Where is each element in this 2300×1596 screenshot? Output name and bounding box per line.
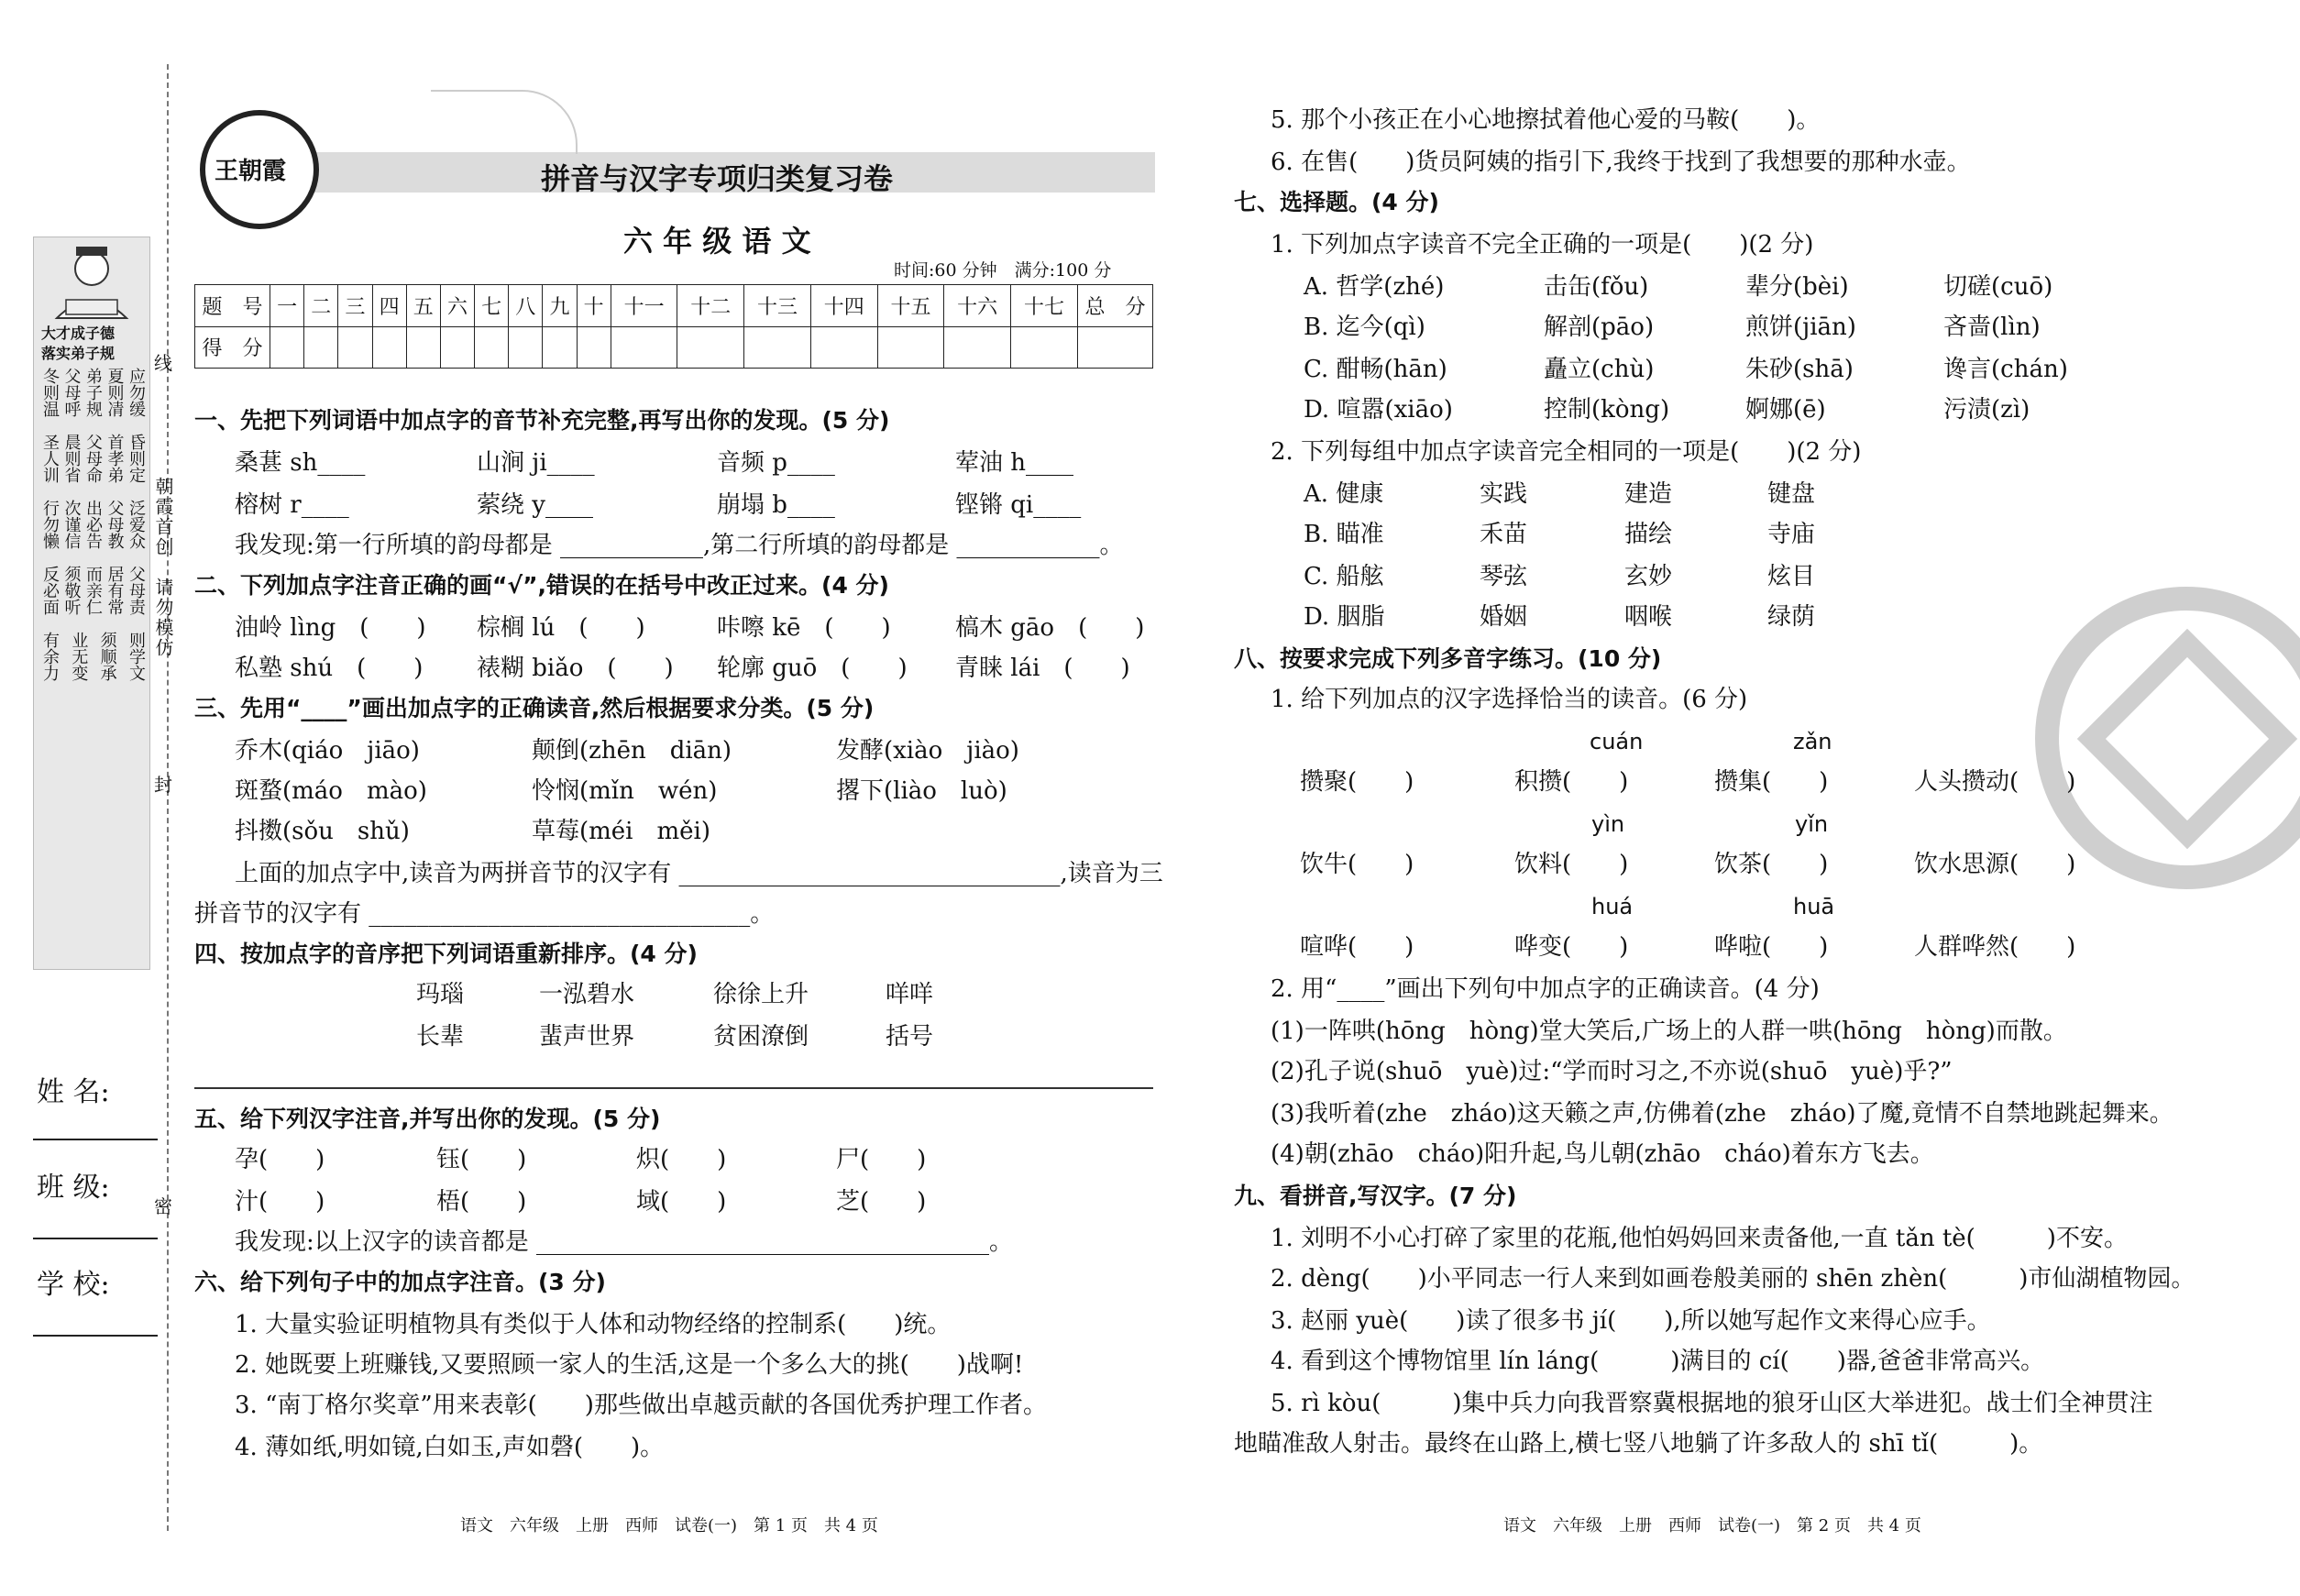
score-cell: 十	[577, 285, 611, 327]
s3-item[interactable]: 撂下(liào luò)	[836, 777, 1007, 805]
s7-option[interactable]: 矗立(chù)	[1544, 356, 1655, 383]
s7-option[interactable]: 婀娜(ē)	[1745, 396, 1826, 424]
s7-option[interactable]: 琴弦	[1480, 563, 1528, 590]
section-8-title: 八、按要求完成下列多音字练习。(10 分)	[1234, 645, 1662, 672]
s8-word[interactable]: 饮茶( )	[1714, 851, 1829, 878]
s5-item[interactable]: 汁( )	[235, 1188, 325, 1216]
section-9-title: 九、看拼音,写汉字。(7 分)	[1234, 1183, 1517, 1209]
score-cell: 十一	[611, 285, 677, 327]
s7-option[interactable]: 炫目	[1767, 563, 1816, 590]
s9-item[interactable]: 1. 刘明不小心打碎了家里的花瓶,他怕妈妈回来责备他,一直 tǎn tè( )不安。	[1271, 1225, 2128, 1252]
score-input[interactable]	[440, 326, 474, 369]
score-cell: 八	[509, 285, 543, 327]
poem-col: 弟子规	[83, 368, 103, 417]
motto-line-1: 大才成子德	[41, 325, 116, 342]
s8-question-2: 2. 用“____”画出下列句中加点字的正确读音。(4 分)	[1271, 975, 1820, 1003]
poem-col: 行勿懒	[40, 500, 60, 549]
s1-item: 铿锵 qi____	[955, 491, 1082, 519]
s7-option[interactable]: 禾苗	[1480, 521, 1528, 548]
s7-option[interactable]: 切磋(cuō)	[1943, 273, 2053, 301]
s4-word: 徐徐上升	[713, 981, 809, 1008]
score-cell: 十七	[1011, 285, 1078, 327]
section-3-title: 三、先用“____”画出加点字的正确读音,然后根据要求分类。(5 分)	[194, 695, 875, 721]
section-7-title: 七、选择题。(4 分)	[1234, 189, 1439, 215]
s8-question-1: 1. 给下列加点的汉字选择恰当的读音。(6 分)	[1271, 686, 1748, 713]
s7-option[interactable]: 寺庙	[1767, 521, 1816, 548]
s3-item[interactable]: 怜悯(mǐn wén)	[532, 777, 718, 805]
poem-col: 须顺承	[97, 632, 117, 681]
poem-col: 应勿缓	[127, 368, 146, 417]
s7-option[interactable]: B. 瞄准	[1304, 521, 1384, 548]
s2-item[interactable]: 槁木 gāo ( )	[955, 614, 1145, 642]
s7-option[interactable]: 污渍(zì)	[1943, 396, 2030, 424]
s7-option[interactable]: C. 酣畅(hān)	[1304, 356, 1447, 383]
score-cell: 九	[543, 285, 577, 327]
s7-option[interactable]: 婚姻	[1480, 603, 1528, 631]
s8-sentence[interactable]: (3)我听着(zhe zháo)这天籁之声,仿佛着(zhe zháo)了魔,竟情不自禁地跳起舞来。	[1271, 1100, 2173, 1128]
score-input[interactable]	[677, 326, 744, 369]
poem-col: 圣人训	[40, 434, 60, 483]
seal-char-3: 密	[154, 1195, 172, 1217]
name-field[interactable]	[33, 1139, 158, 1140]
seal-char-2: 封	[154, 774, 172, 796]
score-cell: 七	[475, 285, 509, 327]
poem-col: 父母呼	[61, 368, 82, 417]
score-input[interactable]	[372, 326, 406, 369]
s8-pinyin: huā	[1793, 894, 1835, 919]
name-label: 姓 名:	[37, 1076, 110, 1108]
poem-block	[39, 368, 146, 698]
poem-col: 昏则定	[127, 434, 146, 483]
score-cell: 二	[304, 285, 338, 327]
poem-col: 泛爱众	[127, 500, 146, 549]
ribbon-decoration	[431, 90, 578, 154]
time-info: 时间:60 分钟 满分:100 分	[894, 260, 1112, 281]
score-cell: 题 号	[195, 285, 270, 327]
score-cell: 十四	[810, 285, 877, 327]
seal-char-1: 线	[154, 352, 172, 374]
poem-col: 晨则省	[61, 434, 82, 483]
score-input[interactable]	[877, 326, 944, 369]
poem-col: 居有常	[105, 566, 125, 615]
s4-word: 长辈	[416, 1023, 465, 1051]
cut-line	[167, 64, 169, 1531]
s8-word[interactable]: 饮牛( )	[1300, 851, 1414, 878]
s7-question-1[interactable]: 1. 下列加点字读音不完全正确的一项是( )(2 分)	[1271, 231, 1814, 259]
score-cell: 三	[338, 285, 372, 327]
score-input[interactable]	[810, 326, 877, 369]
s4-word: 蜚声世界	[539, 1023, 635, 1051]
s6-item[interactable]: 6. 在售( )货员阿姨的指引下,我终于找到了我想要的那种水壶。	[1271, 149, 1971, 176]
score-value-row	[195, 326, 1153, 369]
s7-option[interactable]: 解剖(pāo)	[1544, 314, 1655, 341]
score-input[interactable]	[1078, 326, 1153, 369]
score-input[interactable]	[744, 326, 811, 369]
poem-col: 反必面	[40, 566, 60, 615]
class-label: 班 级:	[37, 1172, 110, 1204]
motto-line-2: 落实弟子规	[41, 345, 116, 362]
subject-title: 六 年 级 语 文	[623, 224, 811, 259]
s7-option[interactable]: 辈分(bèi)	[1745, 273, 1849, 301]
s7-option[interactable]: C. 船舷	[1304, 563, 1384, 590]
score-cell: 总 分	[1078, 285, 1153, 327]
s1-item: 荤油 h____	[955, 449, 1074, 477]
score-cell: 六	[440, 285, 474, 327]
s8-word[interactable]: 人群哗然( )	[1914, 933, 2076, 961]
score-table	[194, 284, 1153, 369]
score-cell: 四	[372, 285, 406, 327]
s8-pinyin: yìn	[1591, 811, 1625, 837]
poem-col: 首孝弟	[105, 434, 125, 483]
s7-option[interactable]: D. 胭脂	[1304, 603, 1385, 631]
s9-item[interactable]: 2. dèng( )小平同志一行人来到如画卷般美丽的 shēn zhèn( )市仙湖植物园。	[1271, 1265, 2195, 1293]
s2-item[interactable]: 轮廓 guō ( )	[717, 655, 908, 682]
poem-col: 有余力	[40, 632, 60, 681]
score-cell: 五	[406, 285, 440, 327]
s7-option[interactable]: A. 健康	[1304, 480, 1384, 508]
s8-word[interactable]: 哗啦( )	[1714, 933, 1829, 961]
section-2-title: 二、下列加点字注音正确的画“√”,错误的在括号中改正过来。(4 分)	[194, 572, 889, 599]
s8-sentence[interactable]: (4)朝(zhāo cháo)阳升起,鸟儿朝(zhāo cháo)着东方飞去。	[1271, 1140, 1934, 1168]
s5-item[interactable]: 炽( )	[636, 1146, 727, 1173]
score-input[interactable]	[509, 326, 543, 369]
s8-sentence[interactable]: (2)孔子说(shuō yuè)过:“学而时习之,不亦说(shuō yuè)乎?”	[1271, 1058, 1953, 1085]
s8-word[interactable]: 饮料( )	[1514, 851, 1629, 878]
poem-col: 父母教	[105, 500, 125, 549]
s2-item[interactable]: 私塾 shú ( )	[235, 655, 424, 682]
stamp-inner-shape	[2077, 629, 2297, 849]
s8-word[interactable]: 喧哗( )	[1300, 933, 1414, 961]
s7-option[interactable]: 吝啬(lìn)	[1943, 314, 2041, 341]
poem-col: 夏则凊	[105, 368, 125, 417]
s7-option[interactable]: 键盘	[1767, 480, 1816, 508]
page-title: 拼音与汉字专项归类复习卷	[541, 161, 894, 196]
s8-pinyin: huá	[1591, 894, 1634, 919]
s4-word: 括号	[886, 1023, 934, 1051]
score-cell: 十三	[744, 285, 811, 327]
s4-word: 贫困潦倒	[713, 1023, 809, 1051]
s4-word: 咩咩	[886, 981, 934, 1008]
score-header-row	[195, 285, 1153, 327]
s9-item[interactable]: 3. 赵丽 yuè( )读了很多书 jí( ),所以她写起作文来得心应手。	[1271, 1307, 1991, 1335]
poem-col: 冬则温	[40, 368, 60, 417]
score-cell: 十五	[877, 285, 944, 327]
s2-item[interactable]: 油岭 lìng ( )	[235, 614, 426, 642]
secret-stamp	[2035, 587, 2300, 889]
s8-sentence[interactable]: (1)一阵哄(hōng hòng)堂大笑后,广场上的人群一哄(hōng hòng)而散。	[1271, 1018, 2067, 1045]
score-input[interactable]	[406, 326, 440, 369]
score-input[interactable]	[338, 326, 372, 369]
poem-col: 父母责	[127, 566, 146, 615]
logo-text: 王朝霞	[215, 158, 287, 185]
s7-option[interactable]: 朱砂(shā)	[1745, 356, 1854, 383]
s6-item[interactable]: 4. 薄如纸,明如镜,白如玉,声如磬( )。	[235, 1434, 665, 1461]
s8-pinyin: zǎn	[1793, 729, 1832, 754]
s5-item[interactable]: 梧( )	[436, 1188, 527, 1216]
poem-col: 业无变	[69, 632, 89, 681]
s7-option[interactable]: 咽喉	[1624, 603, 1673, 631]
s6-item[interactable]: 1. 大量实验证明植物具有类似于人体和动物经络的控制系( )统。	[235, 1311, 952, 1338]
poem-col: 父母命	[83, 434, 103, 483]
s8-word[interactable]: 饮水思源( )	[1914, 851, 2076, 878]
score-input[interactable]	[304, 326, 338, 369]
s7-option[interactable]: D. 喧嚣(xiāo)	[1304, 396, 1453, 424]
s5-item[interactable]: 孕( )	[235, 1146, 325, 1173]
s9-item[interactable]: 5. rì kòu( )集中兵力向我晋察冀根据地的狼牙山区大举进犯。战士们全神贯注	[1271, 1390, 2153, 1417]
poem-col: 次谨信	[61, 500, 82, 549]
poem-col: 则学文	[126, 632, 146, 681]
poem-col: 须敬听	[61, 566, 82, 615]
s1-item: 桑葚 sh____	[235, 449, 366, 477]
s7-option[interactable]: 煎饼(jiān)	[1745, 314, 1856, 341]
s1-item: 山涧 ji____	[477, 449, 595, 477]
s2-item[interactable]: 咔嚓 kē ( )	[717, 614, 891, 642]
s8-pinyin: cuán	[1590, 729, 1644, 754]
score-input[interactable]	[944, 326, 1011, 369]
s5-item[interactable]: 芝( )	[836, 1188, 927, 1216]
s8-pinyin: yǐn	[1795, 811, 1829, 837]
logo	[200, 110, 319, 229]
s4-word: 一泓碧水	[539, 981, 635, 1008]
score-cell: 十二	[677, 285, 744, 327]
section-5-title: 五、给下列汉字注音,并写出你的发现。(5 分)	[194, 1106, 661, 1132]
s2-item[interactable]: 棕榈 lú ( )	[477, 614, 645, 642]
s6-item[interactable]: 2. 她既要上班赚钱,又要照顾一家人的生活,这是一个多么大的挑( )战啊!	[235, 1351, 1024, 1379]
score-input[interactable]	[543, 326, 577, 369]
s3-item[interactable]: 发酵(xiào jiào)	[836, 737, 1019, 765]
s2-item[interactable]: 裱糊 biǎo ( )	[477, 655, 674, 682]
s8-word[interactable]: 人头攒动( )	[1914, 768, 2076, 796]
section-4-title: 四、按加点字的音序把下列词语重新排序。(4 分)	[194, 941, 698, 967]
s7-option[interactable]: 绿荫	[1767, 603, 1816, 631]
s8-word[interactable]: 积攒( )	[1514, 768, 1629, 796]
scholar-illustration-icon	[34, 237, 149, 320]
s9-item[interactable]: 4. 看到这个博物馆里 lín láng( )满目的 cí( )器,爸爸非常高兴。	[1271, 1348, 2045, 1375]
s5-item[interactable]: 钰( )	[436, 1146, 527, 1173]
section-6-title: 六、给下列句子中的加点字注音。(3 分)	[194, 1269, 606, 1295]
score-input[interactable]	[1011, 326, 1078, 369]
s3-item[interactable]: 乔木(qiáo jiāo)	[235, 737, 420, 765]
s7-option[interactable]: 实践	[1480, 480, 1528, 508]
s7-option[interactable]: 控制(kòng)	[1544, 396, 1670, 424]
s4-word: 玛瑙	[416, 981, 465, 1008]
page-footer: 语文 六年级 上册 西师 试卷(一) 第 1 页 共 4 页	[460, 1516, 878, 1535]
s6-item[interactable]: 3. “南丁格尔奖章”用来表彰( )那些做出卓越贡献的各国优秀护理工作者。	[235, 1392, 1047, 1419]
s1-finding[interactable]: 我发现:第一行所填的韵母都是 ____________,第二行所填的韵母都是 ____________。	[235, 532, 1124, 559]
s1-item: 榕树 r____	[235, 491, 349, 519]
score-input[interactable]	[270, 326, 304, 369]
s3-item[interactable]: 草莓(méi měi)	[532, 818, 711, 845]
score-input[interactable]	[475, 326, 509, 369]
score-input[interactable]	[611, 326, 677, 369]
s1-item: 萦绕 y____	[477, 491, 593, 519]
s3-item[interactable]: 抖擞(sǒu shǔ)	[235, 818, 410, 845]
s7-option[interactable]: 描绘	[1624, 521, 1673, 548]
school-label: 学 校:	[37, 1269, 110, 1301]
section-1-title: 一、先把下列词语中加点字的音节补充完整,再写出你的发现。(5 分)	[194, 407, 890, 434]
s5-finding[interactable]: 我发现:以上汉字的读音都是 ______________________________________。	[235, 1228, 1014, 1256]
vertical-note: 朝霞首创 请勿模仿	[152, 477, 174, 658]
answer-line[interactable]	[194, 1087, 1153, 1089]
s3-item[interactable]: 颠倒(zhēn diān)	[532, 737, 732, 765]
s7-option[interactable]: 击缶(fǒu)	[1544, 273, 1649, 301]
s8-word[interactable]: 攒集( )	[1714, 768, 1829, 796]
score-input[interactable]	[577, 326, 611, 369]
s3-text[interactable]: 拼音节的汉字有 ________________________________。	[194, 900, 775, 928]
score-cell: 一	[270, 285, 304, 327]
s9-item[interactable]: 地瞄准敌人射击。最终在山路上,横七竖八地躺了许多敌人的 shī tǐ( )。	[1234, 1430, 2043, 1458]
s3-item[interactable]: 斑蝥(máo mào)	[235, 777, 427, 805]
s5-item[interactable]: 域( )	[636, 1188, 727, 1216]
s6-item[interactable]: 5. 那个小孩正在小心地擦拭着他心爱的马鞍( )。	[1271, 106, 1821, 134]
s1-item: 音频 p____	[717, 449, 835, 477]
s7-option[interactable]: B. 迄今(qì)	[1304, 314, 1425, 341]
s7-question-2[interactable]: 2. 下列每组中加点字读音完全相同的一项是( )(2 分)	[1271, 438, 1862, 466]
poem-col: 出必告	[83, 500, 103, 549]
s1-item: 崩塌 b____	[717, 491, 835, 519]
s3-text[interactable]: 上面的加点字中,读音为两拼音节的汉字有 ________________________________,读音为三	[235, 860, 1163, 887]
s7-option[interactable]: 谗言(chán)	[1943, 356, 2068, 383]
page-footer: 语文 六年级 上册 西师 试卷(一) 第 2 页 共 4 页	[1503, 1516, 1921, 1535]
score-cell: 十六	[944, 285, 1011, 327]
s5-item[interactable]: 尸( )	[836, 1146, 927, 1173]
school-field[interactable]	[33, 1335, 158, 1337]
s8-word[interactable]: 攒聚( )	[1300, 768, 1414, 796]
s7-option[interactable]: 建造	[1624, 480, 1673, 508]
s8-word[interactable]: 哗变( )	[1514, 933, 1629, 961]
class-field[interactable]	[33, 1238, 158, 1239]
s7-option[interactable]: 玄妙	[1624, 563, 1673, 590]
motto-panel	[33, 237, 150, 970]
s7-option[interactable]: A. 哲学(zhé)	[1304, 273, 1445, 301]
poem-col: 而亲仁	[83, 566, 103, 615]
score-cell: 得 分	[195, 326, 270, 369]
s2-item[interactable]: 青睐 lái ( )	[955, 655, 1130, 682]
